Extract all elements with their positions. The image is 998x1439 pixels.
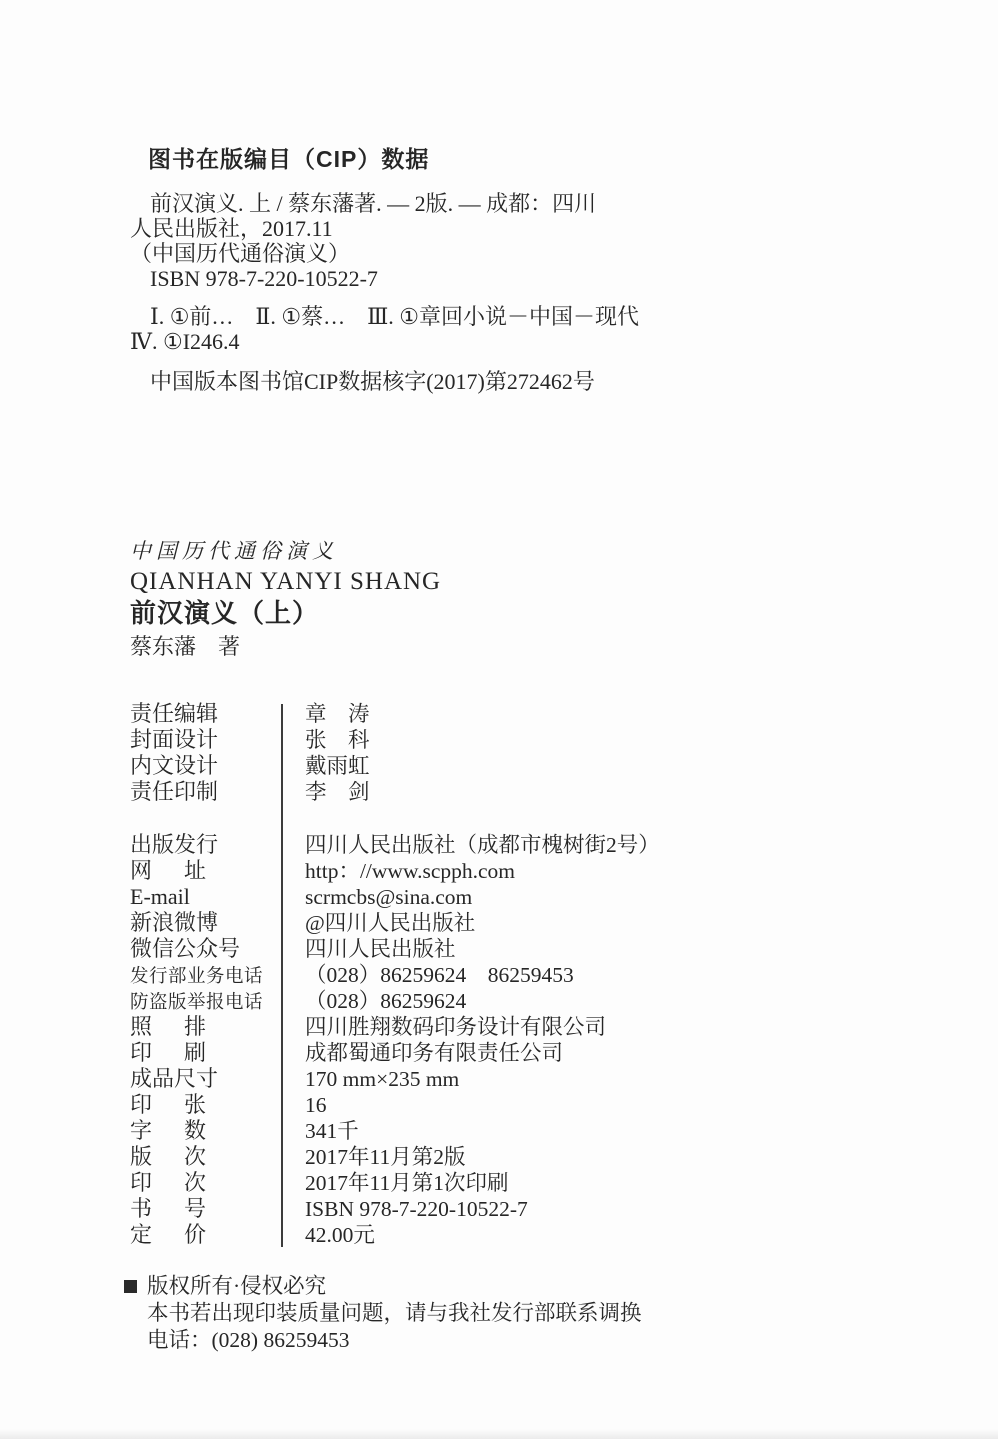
colophon-value: 42.00元	[305, 1223, 375, 1247]
colophon-value: 四川胜翔数码印务设计有限公司	[305, 1015, 607, 1039]
colophon-row	[130, 936, 890, 962]
colophon-row	[130, 779, 890, 805]
colophon-publishing-group	[130, 832, 890, 1248]
colophon-label: 定价	[130, 1222, 206, 1247]
cip-record-line: 前汉演义. 上 / 蔡东藩著. — 2版. — 成都：四川	[150, 191, 597, 216]
colophon-label: 书号	[130, 1196, 206, 1221]
colophon-label: 微信公众号	[130, 936, 241, 961]
colophon-value: scrmcbs@sina.com	[305, 885, 473, 909]
colophon-row	[130, 727, 890, 753]
colophon-row	[130, 962, 890, 988]
colophon-label: 版次	[130, 1144, 206, 1169]
cip-classification-line: Ⅰ. ①前… Ⅱ. ①蔡… Ⅲ. ①章回小说－中国－现代	[150, 304, 640, 329]
filled-square-icon	[124, 1280, 137, 1293]
colophon-row	[130, 1092, 890, 1118]
service-phone: 电话：(028) 86259453	[147, 1328, 350, 1352]
colophon-staff-group	[130, 701, 890, 805]
colophon-label: 成品尺寸	[130, 1066, 219, 1091]
colophon-row	[130, 832, 890, 858]
colophon-value: 16	[305, 1093, 327, 1117]
cip-record-line: 人民出版社，2017.11	[130, 216, 333, 241]
vertical-divider	[281, 704, 283, 1247]
colophon-value: @四川人民出版社	[305, 911, 476, 935]
copyright-footer	[124, 1273, 642, 1354]
colophon-value: http：//www.scpph.com	[305, 859, 516, 883]
colophon-label: 封面设计	[130, 727, 219, 752]
colophon-label: 字数	[130, 1118, 206, 1143]
colophon-label: 内文设计	[130, 753, 219, 778]
cip-classification-line: Ⅳ. ①I246.4	[130, 329, 240, 354]
colophon-row	[130, 1196, 890, 1222]
colophon-label: 印刷	[130, 1040, 206, 1065]
colophon-row	[130, 1144, 890, 1170]
book-title: 前汉演义（上）	[130, 598, 320, 628]
colophon-value: 李 剑	[305, 780, 370, 804]
cip-data-block	[130, 146, 730, 394]
colophon-label: 印次	[130, 1170, 206, 1195]
colophon-row	[130, 1222, 890, 1248]
colophon-row	[130, 858, 890, 884]
colophon-row	[130, 910, 890, 936]
colophon-label: 责任编辑	[130, 701, 219, 726]
colophon-label: 照排	[130, 1014, 206, 1039]
cip-record-line: （中国历代通俗演义）	[130, 241, 351, 266]
exchange-notice: 本书若出现印装质量问题，请与我社发行部联系调换	[147, 1301, 642, 1325]
colophon-row	[130, 753, 890, 779]
colophon-value: 四川人民出版社（成都市槐树街2号）	[305, 833, 660, 857]
cip-isbn-line: ISBN 978-7-220-10522-7	[150, 266, 378, 291]
cip-registration-number: 中国版本图书馆CIP数据核字(2017)第272462号	[150, 369, 595, 394]
colophon-value: 2017年11月第1次印刷	[305, 1171, 509, 1195]
colophon-value: 戴雨虹	[305, 754, 370, 778]
colophon-label: 责任印制	[130, 779, 219, 804]
colophon-value: （028）86259624	[305, 989, 467, 1013]
copyright-notice: 版权所有·侵权必究	[147, 1274, 327, 1298]
colophon-row	[130, 1066, 890, 1092]
colophon-row	[130, 1040, 890, 1066]
book-title-pinyin: QIANHAN YANYI SHANG	[130, 568, 442, 595]
colophon-table	[130, 701, 890, 1248]
colophon-value: ISBN 978-7-220-10522-7	[305, 1197, 528, 1221]
colophon-label: 发行部业务电话	[130, 967, 264, 987]
title-block	[130, 536, 441, 664]
colophon-label: E-mail	[130, 884, 190, 909]
colophon-row	[130, 701, 890, 727]
colophon-label: 出版发行	[130, 832, 219, 857]
colophon-value: 章 涛	[305, 702, 370, 726]
colophon-value: 成都蜀通印务有限责任公司	[305, 1041, 564, 1065]
colophon-row	[130, 988, 890, 1014]
colophon-value: 2017年11月第2版	[305, 1145, 466, 1169]
colophon-row	[130, 884, 890, 910]
colophon-label: 印张	[130, 1092, 206, 1117]
colophon-row	[130, 1118, 890, 1144]
cip-heading: 图书在版编目（CIP）数据	[148, 146, 430, 172]
series-name: 中国历代通俗演义	[130, 539, 338, 563]
colophon-label: 网址	[130, 858, 206, 883]
colophon-value: 341千	[305, 1119, 359, 1143]
colophon-label: 防盗版举报电话	[130, 993, 264, 1013]
colophon-value: 张 科	[305, 728, 370, 752]
colophon-label: 新浪微博	[130, 910, 219, 935]
colophon-row	[130, 1170, 890, 1196]
colophon-value: 170 mm×235 mm	[305, 1067, 460, 1091]
colophon-value: 四川人民出版社	[305, 937, 456, 961]
author-name: 蔡东藩 著	[130, 634, 241, 659]
colophon-row	[130, 1014, 890, 1040]
colophon-value: （028）86259624 86259453	[305, 963, 574, 987]
